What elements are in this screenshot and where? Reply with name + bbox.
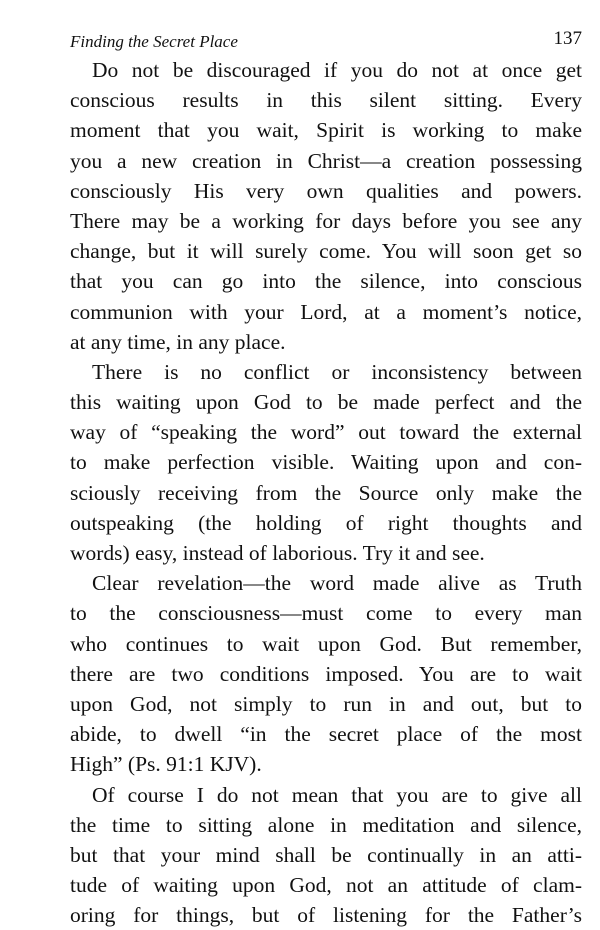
text-line: Clear revelation—the word made alive as Truth — [70, 568, 582, 598]
text-line: tude of waiting upon God, not an attitude of clam- — [70, 870, 582, 900]
text-line: the time to sitting alone in meditation and silence, — [70, 810, 582, 840]
text-line: who continues to wait upon God. But remember, — [70, 629, 582, 659]
page-header — [70, 28, 582, 58]
text-line: moment that you wait, Spirit is working to make — [70, 115, 582, 145]
text-line: There may be a working for days before you see any — [70, 206, 582, 236]
text-line: sciously receiving from the Source only make the — [70, 478, 582, 508]
text-line: words) easy, instead of laborious. Try it and see. — [70, 538, 582, 568]
text-line: that you can go into the silence, into conscious — [70, 266, 582, 296]
text-line: abide, to dwell “in the secret place of the most — [70, 719, 582, 749]
running-title: Finding the Secret Place — [70, 32, 238, 52]
paragraph — [70, 55, 582, 357]
text-line: but that your mind shall be continually in an atti- — [70, 840, 582, 870]
text-line: you a new creation in Christ—a creation possessing — [70, 146, 582, 176]
text-line: High” (Ps. 91:1 KJV). — [70, 749, 582, 779]
text-line: Of course I do not mean that you are to give all — [70, 780, 582, 810]
text-line: conscious results in this silent sitting. Every — [70, 85, 582, 115]
paragraph — [70, 780, 582, 930]
page-number: 137 — [554, 28, 583, 50]
text-line: oring for things, but of listening for the Father’s — [70, 900, 582, 930]
text-line: upon God, not simply to run in and out, but to — [70, 689, 582, 719]
text-line: this waiting upon God to be made perfect and the — [70, 387, 582, 417]
paragraph — [70, 357, 582, 568]
paragraph — [70, 568, 582, 779]
text-line: change, but it will surely come. You will soon get so — [70, 236, 582, 266]
text-line: communion with your Lord, at a moment’s notice, — [70, 297, 582, 327]
text-line: to make perfection visible. Waiting upon and con- — [70, 447, 582, 477]
text-line: outspeaking (the holding of right thoughts and — [70, 508, 582, 538]
text-line: Do not be discouraged if you do not at once get — [70, 55, 582, 85]
page-body — [70, 55, 582, 930]
text-line: There is no conflict or inconsistency between — [70, 357, 582, 387]
text-line: way of “speaking the word” out toward the external — [70, 417, 582, 447]
text-line: at any time, in any place. — [70, 327, 582, 357]
text-line: there are two conditions imposed. You are to wait — [70, 659, 582, 689]
text-line: consciously His very own qualities and powers. — [70, 176, 582, 206]
text-line: to the consciousness—must come to every man — [70, 598, 582, 628]
